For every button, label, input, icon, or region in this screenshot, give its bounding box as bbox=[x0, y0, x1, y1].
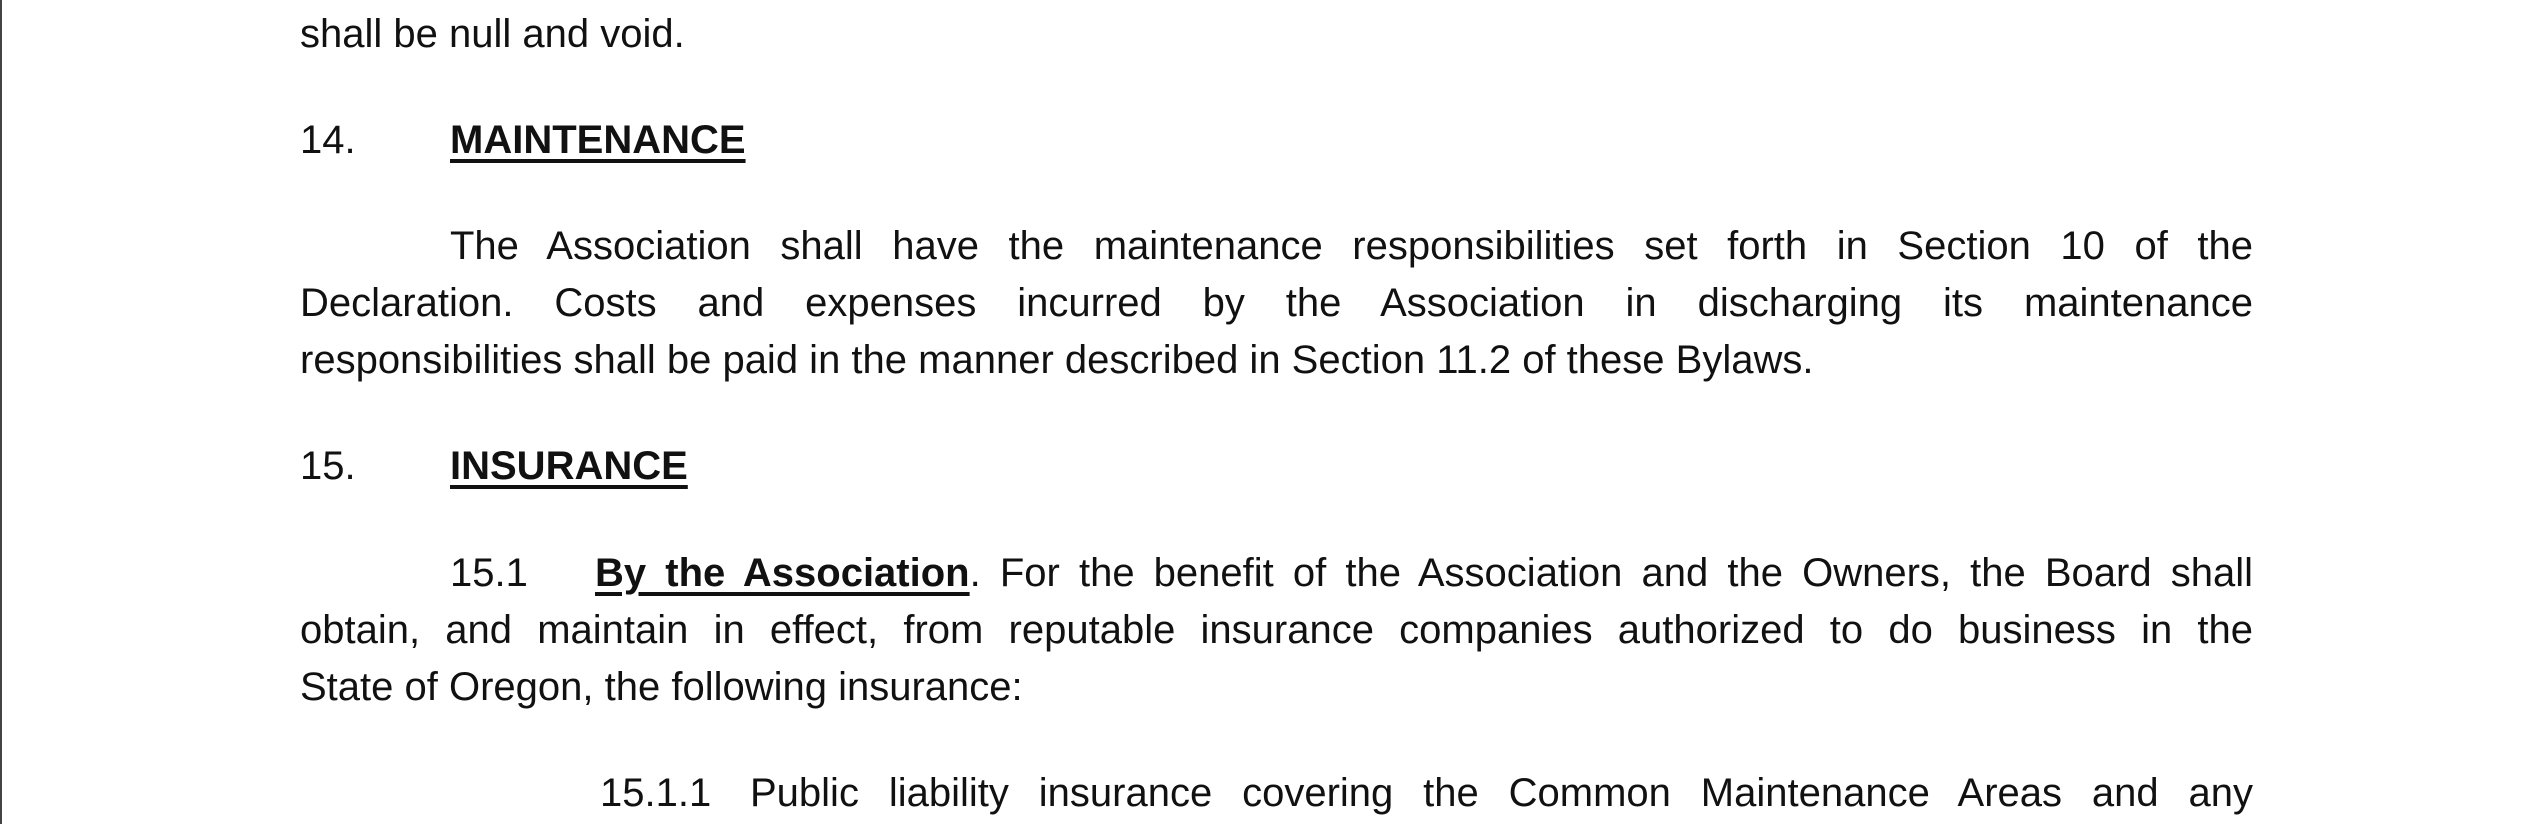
subsection-15-1-first-line-rest: . For the benefit of the Association and the Owners, the Board shall bbox=[969, 551, 2253, 595]
section-14-paragraph-line-1: The Association shall have the maintenance responsibilities set forth in Section 10 of the bbox=[450, 224, 2253, 268]
section-14-number: 14. bbox=[300, 118, 356, 162]
section-14-title: MAINTENANCE bbox=[450, 118, 746, 162]
subsection-15-1-line-2: obtain, and maintain in effect, from reputable insurance companies authorized to do business in the bbox=[300, 608, 2253, 652]
section-15-number: 15. bbox=[300, 444, 356, 488]
section-15-title: INSURANCE bbox=[450, 444, 688, 488]
subsection-15-1-lead bbox=[595, 545, 2253, 601]
section-14-paragraph-line-2: Declaration. Costs and expenses incurred by the Association in discharging its maintenance bbox=[300, 281, 2253, 325]
subsection-15-1-line-3: State of Oregon, the following insurance: bbox=[300, 665, 1023, 709]
subsection-15-1-title: By the Association bbox=[595, 551, 970, 595]
subsection-15-1-1-text: Public liability insurance covering the Common Maintenance Areas and any bbox=[750, 771, 2253, 815]
page-left-edge bbox=[0, 0, 2, 824]
subsection-15-1-1-number: 15.1.1 bbox=[600, 771, 712, 815]
section-14-paragraph-line-3: responsibilities shall be paid in the manner described in Section 11.2 of these Bylaws. bbox=[300, 338, 1814, 382]
carryover-line: shall be null and void. bbox=[300, 12, 685, 56]
subsection-15-1-number: 15.1 bbox=[450, 551, 528, 595]
